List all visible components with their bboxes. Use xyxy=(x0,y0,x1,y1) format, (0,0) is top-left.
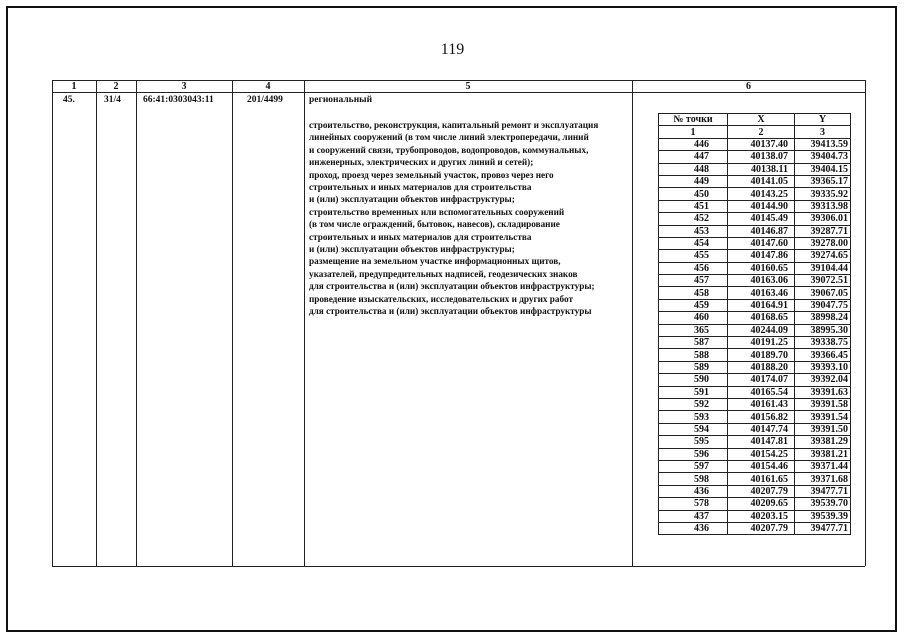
point-number: 436 xyxy=(659,485,728,497)
coord-y: 39391.63 xyxy=(795,386,851,398)
coord-subheader: 2 xyxy=(728,126,795,138)
point-number: 590 xyxy=(659,374,728,386)
table-col-line xyxy=(96,80,97,566)
coord-x: 40161.65 xyxy=(728,473,795,485)
point-number: 447 xyxy=(659,151,728,163)
coord-x: 40189.70 xyxy=(728,349,795,361)
table-col-line xyxy=(865,80,866,566)
column-header: 4 xyxy=(265,81,271,92)
table-bottom-border xyxy=(52,566,865,567)
coord-x: 40145.49 xyxy=(728,213,795,225)
table-row xyxy=(659,237,851,249)
coord-x: 40163.46 xyxy=(728,287,795,299)
point-number: 460 xyxy=(659,312,728,324)
coord-y: 39067.05 xyxy=(795,287,851,299)
table-row xyxy=(659,485,851,497)
description-line: строительных и иных материалов для строительства xyxy=(309,182,532,193)
table-row xyxy=(659,287,851,299)
table-row xyxy=(659,138,851,150)
table-row xyxy=(659,349,851,361)
description-line: для строительства и (или) эксплуатации объектов инфраструктуры xyxy=(309,306,592,317)
coord-y: 39287.71 xyxy=(795,225,851,237)
coord-y: 39539.70 xyxy=(795,498,851,510)
coord-y: 39391.54 xyxy=(795,411,851,423)
encumbrance-description xyxy=(309,119,631,318)
table-row xyxy=(659,423,851,435)
point-number: 436 xyxy=(659,522,728,534)
coord-x: 40147.81 xyxy=(728,436,795,448)
coord-y: 39392.04 xyxy=(795,374,851,386)
point-number: 595 xyxy=(659,436,728,448)
description-line: строительство, реконструкция, капитальный ремонт и эксплуатация xyxy=(309,120,599,130)
coord-x: 40164.91 xyxy=(728,299,795,311)
point-number: 450 xyxy=(659,188,728,200)
point-number: 578 xyxy=(659,498,728,510)
table-col-line xyxy=(136,80,137,566)
description-line: и (или) эксплуатации объектов инфраструктуры; xyxy=(309,194,515,205)
area-value: 201/4499 xyxy=(247,95,283,105)
coordinate-table xyxy=(658,113,851,535)
coord-y: 39381.29 xyxy=(795,436,851,448)
coord-x: 40174.07 xyxy=(728,374,795,386)
point-number: 587 xyxy=(659,337,728,349)
point-number: 365 xyxy=(659,324,728,336)
column-header: 2 xyxy=(113,81,119,92)
table-row xyxy=(659,473,851,485)
description-line: и (или) эксплуатации объектов инфраструктуры; xyxy=(309,244,515,255)
coord-x: 40168.65 xyxy=(728,312,795,324)
coord-x: 40146.87 xyxy=(728,225,795,237)
table-row xyxy=(659,436,851,448)
description-line: проведение изыскательских, исследовательских и других работ xyxy=(309,293,573,304)
column-header: 6 xyxy=(746,81,751,92)
coord-y: 39413.59 xyxy=(795,138,851,150)
coord-x: 40154.46 xyxy=(728,460,795,472)
coord-y: 38998.24 xyxy=(795,312,851,324)
coord-subheader: 3 xyxy=(795,126,851,138)
coord-subheader: 1 xyxy=(659,126,728,138)
coord-y: 39335.92 xyxy=(795,188,851,200)
point-number: 588 xyxy=(659,349,728,361)
description-line: (в том числе ограждений, бытовок, навесов), складирование xyxy=(309,219,560,230)
table-row xyxy=(659,398,851,410)
coord-y: 39366.45 xyxy=(795,349,851,361)
point-number: 451 xyxy=(659,200,728,212)
coord-x: 40141.05 xyxy=(728,175,795,187)
point-number: 589 xyxy=(659,361,728,373)
coord-x: 40207.79 xyxy=(728,485,795,497)
point-number: 449 xyxy=(659,175,728,187)
coord-y: 39047.75 xyxy=(795,299,851,311)
description-line: строительных и иных материалов для строительства xyxy=(309,231,532,242)
cadastral-number: 66:41:0303043:11 xyxy=(143,95,214,105)
coord-y: 39072.51 xyxy=(795,275,851,287)
table-row xyxy=(659,299,851,311)
point-number: 594 xyxy=(659,423,728,435)
point-number: 459 xyxy=(659,299,728,311)
description-line: для строительства и (или) эксплуатации объектов инфраструктуры; xyxy=(309,281,595,292)
page-number: 119 xyxy=(440,41,465,58)
table-row xyxy=(659,324,851,336)
table-row xyxy=(659,175,851,187)
table-row xyxy=(659,522,851,534)
point-number: 453 xyxy=(659,225,728,237)
table-row xyxy=(659,386,851,398)
coord-y: 39381.21 xyxy=(795,448,851,460)
description-line: указателей, предупредительных надписей, геодезических знаков xyxy=(309,268,578,279)
column-header: 1 xyxy=(71,81,77,92)
description-line: линейных сооружений (в том числе линий электропередачи, линий xyxy=(309,132,589,143)
description-line: и сооружений связи, трубопроводов, водопроводов, коммунальных, xyxy=(309,144,589,155)
point-number: 457 xyxy=(659,275,728,287)
coord-x: 40138.11 xyxy=(728,163,795,175)
table-row xyxy=(659,361,851,373)
coord-x: 40147.60 xyxy=(728,237,795,249)
coord-x: 40147.86 xyxy=(728,250,795,262)
coord-y: 39371.68 xyxy=(795,473,851,485)
coord-y: 39371.44 xyxy=(795,460,851,472)
description-line: инженерных, электрических и других линий и сетей); xyxy=(309,157,534,168)
column-header: 5 xyxy=(465,81,471,92)
coord-y: 39278.00 xyxy=(795,237,851,249)
point-number: 596 xyxy=(659,448,728,460)
coord-x: 40207.79 xyxy=(728,522,795,534)
table-row xyxy=(659,448,851,460)
description-line: размещение на земельном участке информационных щитов, xyxy=(309,256,561,267)
table-row xyxy=(659,498,851,510)
coord-x: 40161.43 xyxy=(728,398,795,410)
point-number: 448 xyxy=(659,163,728,175)
point-number: 456 xyxy=(659,262,728,274)
coord-y: 39391.58 xyxy=(795,398,851,410)
coord-x: 40188.20 xyxy=(728,361,795,373)
coord-x: 40191.25 xyxy=(728,337,795,349)
coord-x: 40143.25 xyxy=(728,188,795,200)
coord-header-y: Y xyxy=(795,114,851,126)
table-row xyxy=(659,188,851,200)
point-number: 591 xyxy=(659,386,728,398)
coord-y: 39393.10 xyxy=(795,361,851,373)
coord-y: 39404.73 xyxy=(795,151,851,163)
table-col-line xyxy=(304,80,305,566)
point-number: 446 xyxy=(659,138,728,150)
table-row xyxy=(659,510,851,522)
coord-x: 40137.40 xyxy=(728,138,795,150)
table-row xyxy=(659,163,851,175)
coord-y: 39306.01 xyxy=(795,213,851,225)
table-row xyxy=(659,213,851,225)
table-col-line xyxy=(52,80,53,566)
coord-y: 39338.75 xyxy=(795,337,851,349)
coord-y: 39313.98 xyxy=(795,200,851,212)
point-number: 592 xyxy=(659,398,728,410)
point-number: 597 xyxy=(659,460,728,472)
coord-x: 40156.82 xyxy=(728,411,795,423)
table-row xyxy=(659,460,851,472)
table-row xyxy=(659,337,851,349)
point-number: 458 xyxy=(659,287,728,299)
point-number: 452 xyxy=(659,213,728,225)
coord-x: 40209.65 xyxy=(728,498,795,510)
coord-x: 40244.09 xyxy=(728,324,795,336)
table-row xyxy=(659,275,851,287)
coord-header-x: X xyxy=(728,114,795,126)
coord-x: 40203.15 xyxy=(728,510,795,522)
point-number: 454 xyxy=(659,237,728,249)
table-row xyxy=(659,225,851,237)
coord-y: 39104.44 xyxy=(795,262,851,274)
point-number: 455 xyxy=(659,250,728,262)
table-row xyxy=(659,250,851,262)
column-header: 3 xyxy=(181,81,187,92)
coord-y: 39477.71 xyxy=(795,522,851,534)
row-number: 45. xyxy=(63,95,75,105)
coord-x: 40147.74 xyxy=(728,423,795,435)
point-number: 598 xyxy=(659,473,728,485)
table-row xyxy=(659,374,851,386)
encumbrance-type: региональный xyxy=(309,95,373,105)
table-top-border xyxy=(52,80,865,81)
table-header-border xyxy=(52,92,865,93)
table-col-line xyxy=(232,80,233,566)
coord-y: 39274.65 xyxy=(795,250,851,262)
coord-y: 39365.17 xyxy=(795,175,851,187)
coord-x: 40163.06 xyxy=(728,275,795,287)
zone-number: 31/4 xyxy=(104,95,121,105)
coord-x: 40165.54 xyxy=(728,386,795,398)
table-row xyxy=(659,312,851,324)
coord-x: 40160.65 xyxy=(728,262,795,274)
coord-y: 39539.39 xyxy=(795,510,851,522)
coord-x: 40144.90 xyxy=(728,200,795,212)
coord-y: 39391.50 xyxy=(795,423,851,435)
description-line: проход, проезд через земельный участок, провоз через него xyxy=(309,169,554,180)
table-row xyxy=(659,151,851,163)
table-row xyxy=(659,262,851,274)
coord-y: 39404.15 xyxy=(795,163,851,175)
coord-header-point: № точки xyxy=(659,114,728,126)
coord-y: 39477.71 xyxy=(795,485,851,497)
point-number: 593 xyxy=(659,411,728,423)
table-row xyxy=(659,200,851,212)
coord-x: 40138.07 xyxy=(728,151,795,163)
table-row xyxy=(659,411,851,423)
description-line: строительство временных или вспомогательных сооружений xyxy=(309,206,565,217)
point-number: 437 xyxy=(659,510,728,522)
table-col-line xyxy=(632,80,633,566)
coord-x: 40154.25 xyxy=(728,448,795,460)
coord-y: 38995.30 xyxy=(795,324,851,336)
